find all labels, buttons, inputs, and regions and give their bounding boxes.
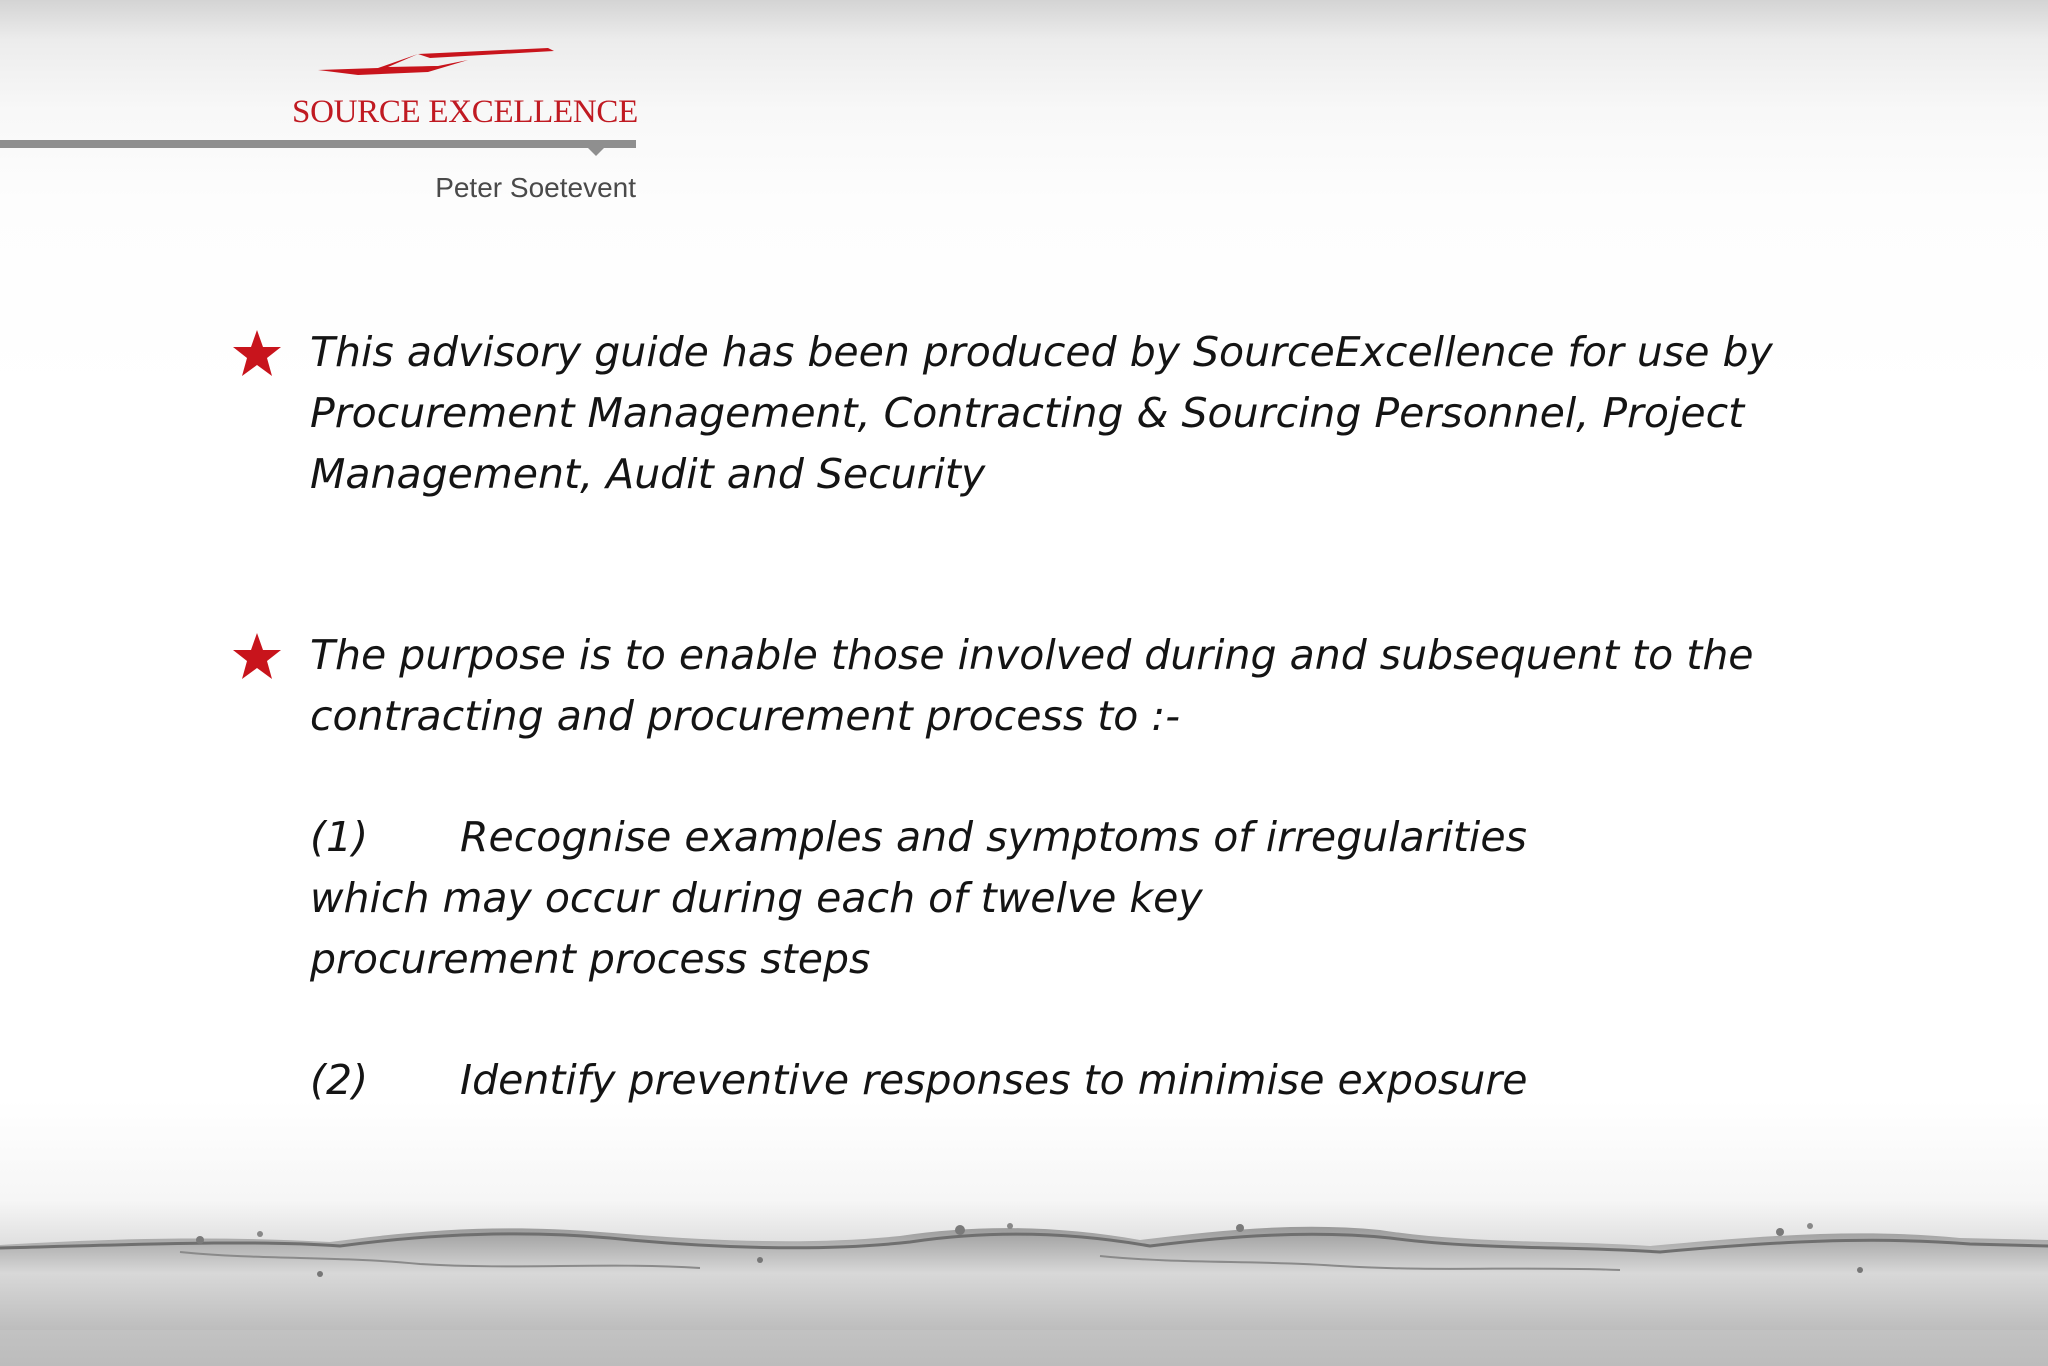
star-icon (232, 631, 282, 681)
author-name: Peter Soetevent (435, 172, 636, 203)
bullet-audience (230, 322, 1790, 505)
header-rule-notch (588, 148, 604, 156)
item-number: (1) (310, 813, 369, 861)
item-text-continuation: procurement process steps (310, 935, 871, 983)
item-number: (2) (310, 1056, 369, 1104)
purpose-item-1 (310, 807, 1790, 990)
bullet-purpose (230, 625, 1790, 1111)
item-text: Identify preventive responses to minimise exposure (460, 1056, 1528, 1104)
item-text-continuation: which may occur during each of twelve key (310, 874, 1203, 922)
item-text: Recognise examples and symptoms of irregularities (460, 813, 1527, 861)
bullet-text: The purpose is to enable those involved during and subsequent to the contracting and procurement process to :- (310, 631, 1754, 740)
header-rule (0, 140, 636, 148)
brand-logo-text: SOURCE EXCELLENCE (292, 94, 638, 130)
purpose-item-2 (310, 1050, 1790, 1111)
slide-content (230, 322, 1790, 1111)
bullet-text: This advisory guide has been produced by SourceExcellence for use by Procurement Management, Contracting & Sourcing Personnel, Project Management, Audit and Security (310, 328, 1773, 498)
star-icon (232, 328, 282, 378)
logo-block (0, 40, 680, 220)
logo-swoosh-icon (318, 48, 558, 88)
water-splash-decoration (0, 1200, 2048, 1330)
